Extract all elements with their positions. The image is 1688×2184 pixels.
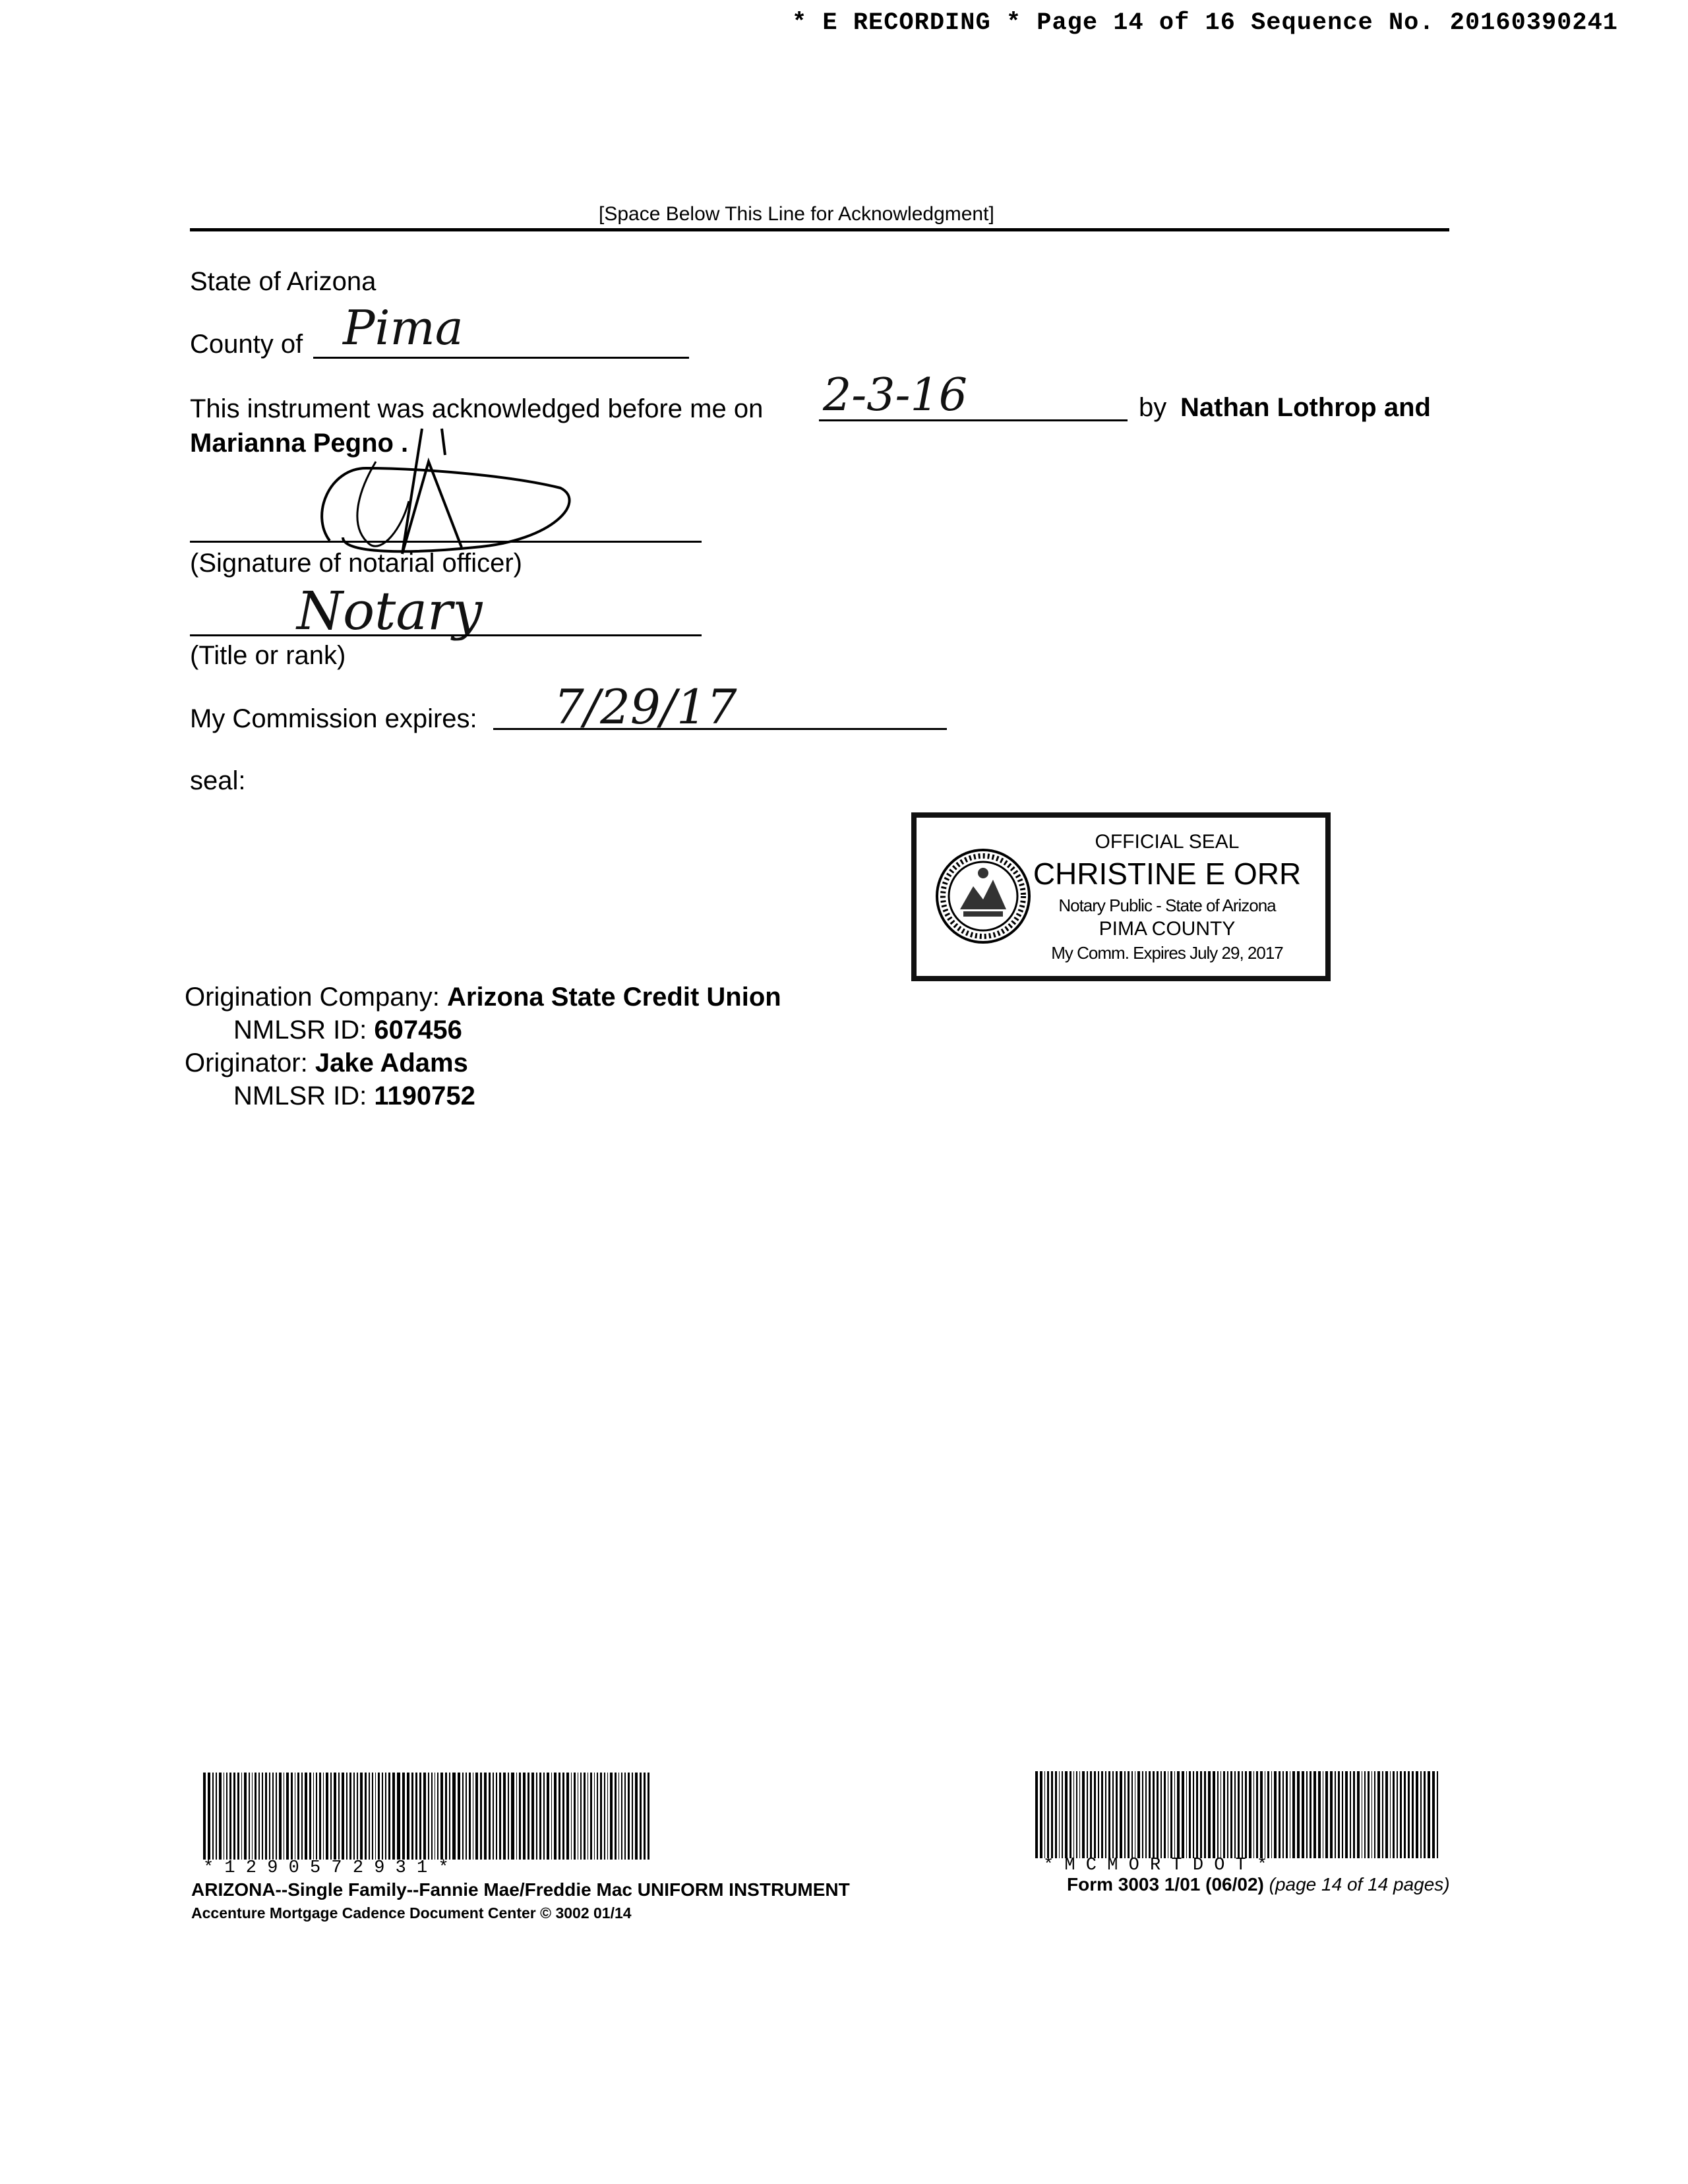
footer-instrument-line: ARIZONA--Single Family--Fannie Mae/Freddie Mac UNIFORM INSTRUMENT — [191, 1879, 850, 1900]
date-handwritten: 2-3-16 — [823, 369, 968, 421]
barcode-bar — [1128, 1771, 1130, 1858]
barcode-bar — [203, 1773, 206, 1860]
originator-label: Originator: — [185, 1048, 308, 1077]
barcode-bar — [1267, 1771, 1269, 1858]
barcode-bar — [286, 1773, 289, 1860]
originator-name: Jake Adams — [315, 1048, 468, 1077]
footer-form-line — [1067, 1874, 1450, 1895]
barcode-bar — [1350, 1771, 1351, 1858]
barcode-bar — [1335, 1771, 1336, 1858]
barcode-bar — [1357, 1771, 1359, 1858]
right-barcode-text: * M C M O R T D O T * — [1043, 1856, 1268, 1875]
barcode-bar — [445, 1773, 447, 1860]
barcode-bar — [480, 1773, 482, 1860]
barcode-bar — [1330, 1771, 1333, 1858]
barcode-bar — [428, 1773, 429, 1860]
originator-nmlsr-label: NMLSR ID: — [233, 1081, 367, 1110]
barcode-bar — [1256, 1771, 1258, 1858]
barcode-bar — [580, 1773, 582, 1860]
acknowledgment-caption: [Space Below This Line for Acknowledgment] — [599, 203, 994, 225]
notary-signature — [303, 415, 580, 561]
barcode-bar — [437, 1773, 438, 1860]
right-barcode-bars — [1035, 1771, 1440, 1858]
barcode-bar — [297, 1773, 299, 1860]
seal-name: CHRISTINE E ORR — [1033, 857, 1302, 891]
parties-line2: Marianna Pegno — [190, 429, 394, 458]
barcode-bar — [618, 1773, 619, 1860]
barcode-bar — [244, 1773, 247, 1860]
title-line — [190, 634, 702, 636]
barcode-bar — [1059, 1771, 1060, 1858]
barcode-bar — [1213, 1771, 1215, 1858]
barcode-bar — [1274, 1771, 1276, 1858]
barcode-bar — [600, 1773, 602, 1860]
barcode-bar — [357, 1773, 358, 1860]
barcode-bar — [590, 1773, 591, 1860]
barcode-bar — [1177, 1771, 1180, 1858]
barcode-bar — [1408, 1771, 1410, 1858]
parties-period: . — [401, 429, 409, 458]
barcode-bar — [1290, 1771, 1291, 1858]
barcode-bar — [615, 1773, 617, 1860]
barcode-bar — [1292, 1771, 1295, 1858]
barcode-bar — [610, 1773, 613, 1860]
barcode-bar — [1271, 1771, 1273, 1858]
barcode-bar — [219, 1773, 222, 1860]
seal-expires: My Comm. Expires July 29, 2017 — [1051, 943, 1283, 963]
barcode-bar — [272, 1773, 274, 1860]
barcode-bar — [452, 1773, 455, 1860]
origination-company-name: Arizona State Credit Union — [446, 983, 781, 1012]
barcode-bar — [1090, 1771, 1092, 1858]
barcode-bar — [523, 1773, 525, 1860]
parties-line1: Nathan Lothrop and — [1180, 393, 1431, 422]
barcode-bar — [1076, 1771, 1077, 1858]
barcode-bar — [628, 1773, 630, 1860]
state-seal-emblem — [934, 847, 1033, 946]
barcode-bar — [346, 1773, 347, 1860]
barcode-bar — [349, 1773, 351, 1860]
right-barcode — [1035, 1771, 1440, 1858]
barcode-bar — [1390, 1771, 1391, 1858]
barcode-bar — [566, 1773, 568, 1860]
barcode-bar — [1400, 1771, 1402, 1858]
barcode-bar — [635, 1773, 638, 1860]
seal-line3: Notary Public - State of Arizona — [1058, 895, 1276, 915]
barcode-bar — [1040, 1771, 1042, 1858]
acknowledgment-rule — [190, 228, 1449, 231]
barcode-bar — [1420, 1771, 1422, 1858]
barcode-bar — [621, 1773, 622, 1860]
barcode-bar — [279, 1773, 282, 1860]
barcode-bar — [365, 1773, 367, 1860]
barcode-bar — [1393, 1771, 1395, 1858]
barcode-bar — [604, 1773, 605, 1860]
barcode-bar — [648, 1773, 649, 1860]
barcode-bar — [1153, 1771, 1155, 1858]
barcode-bar — [1200, 1771, 1202, 1858]
barcode-bar — [1364, 1771, 1366, 1858]
barcode-bar — [462, 1773, 464, 1860]
county-label: County of — [190, 330, 303, 359]
recording-header: * E RECORDING * Page 14 of 16 Sequence No. 20160390241 — [792, 9, 1618, 37]
barcode-bar — [265, 1773, 267, 1860]
barcode-bar — [1282, 1771, 1284, 1858]
barcode-bar — [1145, 1771, 1146, 1858]
barcode-bar — [554, 1773, 557, 1860]
barcode-bar — [369, 1773, 370, 1860]
origination-company-nmlsr-row — [233, 1016, 462, 1045]
barcode-bar — [1297, 1771, 1299, 1858]
barcode-bar — [1404, 1771, 1406, 1858]
barcode-bar — [1238, 1771, 1240, 1858]
barcode-bar — [334, 1773, 336, 1860]
barcode-bar — [1397, 1771, 1398, 1858]
barcode-bar — [469, 1773, 470, 1860]
barcode-bar — [378, 1773, 380, 1860]
signature-label: (Signature of notarial officer) — [190, 549, 522, 578]
barcode-bar — [252, 1773, 253, 1860]
origination-company-label: Origination Company: — [185, 983, 440, 1012]
originator-row — [185, 1048, 468, 1078]
barcode-bar — [1306, 1771, 1308, 1858]
barcode-bar — [440, 1773, 442, 1860]
barcode-bar — [499, 1773, 501, 1860]
barcode-bar — [1345, 1771, 1347, 1858]
barcode-bar — [571, 1773, 572, 1860]
barcode-bar — [1374, 1771, 1376, 1858]
barcode-bar — [407, 1773, 409, 1860]
barcode-bar — [291, 1773, 293, 1860]
barcode-bar — [1279, 1771, 1281, 1858]
barcode-bar — [1245, 1771, 1247, 1858]
barcode-bar — [539, 1773, 541, 1860]
barcode-bar — [640, 1773, 642, 1860]
barcode-bar — [226, 1773, 227, 1860]
barcode-bar — [496, 1773, 497, 1860]
barcode-bar — [1260, 1771, 1262, 1858]
barcode-bar — [1416, 1771, 1418, 1858]
barcode-bar — [519, 1773, 521, 1860]
barcode-bar — [360, 1773, 362, 1860]
barcode-bar — [1338, 1771, 1340, 1858]
barcode-bar — [489, 1773, 491, 1860]
barcode-bar — [511, 1773, 514, 1860]
barcode-bar — [1223, 1771, 1225, 1858]
barcode-bar — [584, 1773, 586, 1860]
barcode-bar — [1082, 1771, 1085, 1858]
barcode-bar — [338, 1773, 340, 1860]
barcode-bar — [388, 1773, 390, 1860]
by-text: by — [1139, 393, 1167, 422]
barcode-bar — [1208, 1771, 1210, 1858]
barcode-bar — [508, 1773, 509, 1860]
footer-form-number: Form 3003 1/01 (06/02) — [1067, 1874, 1264, 1895]
left-barcode — [203, 1773, 651, 1860]
barcode-bar — [342, 1773, 344, 1860]
barcode-bar — [1142, 1771, 1144, 1858]
barcode-bar — [475, 1773, 478, 1860]
barcode-bar — [466, 1773, 467, 1860]
barcode-bar — [558, 1773, 560, 1860]
barcode-bar — [503, 1773, 506, 1860]
barcode-bar — [241, 1773, 242, 1860]
barcode-bar — [516, 1773, 517, 1860]
title-label: (Title or rank) — [190, 641, 346, 670]
originator-nmlsr-id: 1190752 — [374, 1081, 475, 1110]
barcode-bar — [1353, 1771, 1356, 1858]
barcode-bar — [1428, 1771, 1430, 1858]
barcode-bar — [543, 1773, 544, 1860]
barcode-bar — [1112, 1771, 1114, 1858]
county-handwritten: Pima — [343, 300, 464, 355]
barcode-bar — [1124, 1771, 1126, 1858]
barcode-bar — [269, 1773, 270, 1860]
barcode-bar — [536, 1773, 537, 1860]
barcode-bar — [531, 1773, 534, 1860]
barcode-bar — [1242, 1771, 1244, 1858]
barcode-bar — [208, 1773, 210, 1860]
barcode-bar — [397, 1773, 400, 1860]
barcode-bar — [1101, 1771, 1103, 1858]
barcode-bar — [419, 1773, 421, 1860]
barcode-bar — [1368, 1771, 1370, 1858]
barcode-bar — [1227, 1771, 1228, 1858]
barcode-bar — [1234, 1771, 1236, 1858]
barcode-bar — [1196, 1771, 1198, 1858]
barcode-bar — [1105, 1771, 1106, 1858]
barcode-bar — [258, 1773, 260, 1860]
barcode-bar — [249, 1773, 250, 1860]
barcode-bar — [1424, 1771, 1426, 1858]
commission-handwritten: 7/29/17 — [554, 679, 737, 735]
barcode-bar — [1230, 1771, 1232, 1858]
barcode-bar — [1204, 1771, 1207, 1858]
barcode-bar — [255, 1773, 256, 1860]
barcode-bar — [449, 1773, 450, 1860]
barcode-bar — [632, 1773, 633, 1860]
barcode-bar — [301, 1773, 303, 1860]
barcode-bar — [1286, 1771, 1288, 1858]
company-nmlsr-id: 607456 — [374, 1016, 462, 1045]
barcode-bar — [547, 1773, 549, 1860]
barcode-bar — [597, 1773, 598, 1860]
barcode-bar — [1070, 1771, 1071, 1858]
barcode-bar — [1116, 1771, 1118, 1858]
barcode-bar — [330, 1773, 332, 1860]
seal-line1: OFFICIAL SEAL — [1095, 831, 1240, 853]
barcode-bar — [1047, 1771, 1049, 1858]
barcode-bar — [1342, 1771, 1344, 1858]
barcode-bar — [1249, 1771, 1251, 1858]
barcode-bar — [319, 1773, 321, 1860]
barcode-bar — [1073, 1771, 1074, 1858]
barcode-bar — [1170, 1771, 1172, 1858]
barcode-bar — [644, 1773, 646, 1860]
barcode-bar — [574, 1773, 576, 1860]
barcode-bar — [431, 1773, 433, 1860]
barcode-bar — [415, 1773, 417, 1860]
barcode-bar — [375, 1773, 376, 1860]
barcode-bar — [385, 1773, 386, 1860]
barcode-bar — [624, 1773, 625, 1860]
barcode-bar — [1065, 1771, 1068, 1858]
barcode-bar — [1094, 1771, 1096, 1858]
barcode-bar — [1174, 1771, 1175, 1858]
barcode-bar — [229, 1773, 231, 1860]
barcode-bar — [1313, 1771, 1316, 1858]
barcode-bar — [305, 1773, 307, 1860]
barcode-bar — [1157, 1771, 1159, 1858]
barcode-bar — [353, 1773, 355, 1860]
barcode-bar — [551, 1773, 552, 1860]
barcode-bar — [1055, 1771, 1057, 1858]
barcode-bar — [528, 1773, 529, 1860]
barcode-bar — [216, 1773, 217, 1860]
barcode-bar — [1382, 1771, 1383, 1858]
barcode-bar — [323, 1773, 324, 1860]
left-barcode-text: * 1 2 9 0 5 7 2 9 3 1 * — [203, 1858, 449, 1878]
barcode-bar — [1385, 1771, 1387, 1858]
barcode-bar — [1412, 1771, 1414, 1858]
barcode-bar — [1051, 1771, 1053, 1858]
origination-company-row — [185, 983, 781, 1012]
barcode-bar — [1302, 1771, 1304, 1858]
barcode-bar — [1437, 1771, 1439, 1858]
barcode-bar — [1377, 1771, 1380, 1858]
barcode-bar — [594, 1773, 595, 1860]
barcode-bar — [1087, 1771, 1088, 1858]
barcode-bar — [1164, 1771, 1166, 1858]
barcode-bar — [1098, 1771, 1099, 1858]
signature-line — [190, 541, 702, 543]
barcode-bar — [484, 1773, 487, 1860]
barcode-bar — [458, 1773, 460, 1860]
barcode-bar — [1108, 1771, 1110, 1858]
barcode-bar — [402, 1773, 405, 1860]
barcode-bar — [309, 1773, 311, 1860]
barcode-bar — [1193, 1771, 1194, 1858]
barcode-bar — [411, 1773, 413, 1860]
footer-page-count: (page 14 of 14 pages) — [1269, 1874, 1450, 1895]
commission-label: My Commission expires: — [190, 704, 477, 733]
barcode-bar — [1079, 1771, 1080, 1858]
barcode-bar — [1318, 1771, 1321, 1858]
barcode-bar — [1131, 1771, 1133, 1858]
barcode-bar — [372, 1773, 373, 1860]
barcode-bar — [1149, 1771, 1151, 1858]
barcode-bar — [326, 1773, 328, 1860]
barcode-bar — [1137, 1771, 1139, 1858]
barcode-bar — [1160, 1771, 1162, 1858]
barcode-bar — [1189, 1771, 1191, 1858]
barcode-bar — [493, 1773, 495, 1860]
barcode-bar — [212, 1773, 213, 1860]
barcode-bar — [1182, 1771, 1184, 1858]
barcode-bar — [562, 1773, 564, 1860]
barcode-bar — [1432, 1771, 1435, 1858]
barcode-bar — [1035, 1771, 1038, 1858]
barcode-bar — [1217, 1771, 1219, 1858]
originator-nmlsr-row — [233, 1081, 475, 1111]
barcode-bar — [233, 1773, 235, 1860]
seal-label: seal: — [190, 766, 246, 795]
barcode-bar — [392, 1773, 395, 1860]
barcode-bar — [313, 1773, 314, 1860]
barcode-bar — [1186, 1771, 1187, 1858]
seal-county: PIMA COUNTY — [1099, 918, 1236, 940]
barcode-bar — [1310, 1771, 1311, 1858]
state-line: State of Arizona — [190, 267, 377, 296]
footer-document-center-line: Accenture Mortgage Cadence Document Center © 3002 01/14 — [191, 1904, 632, 1922]
barcode-bar — [607, 1773, 608, 1860]
barcode-bar — [423, 1773, 426, 1860]
left-barcode-bars — [203, 1773, 651, 1860]
instrument-text: This instrument was acknowledged before me on — [190, 394, 764, 423]
official-seal-stamp — [911, 812, 1331, 981]
barcode-bar — [1325, 1771, 1327, 1858]
barcode-bar — [1120, 1771, 1122, 1858]
barcode-bar — [1044, 1771, 1045, 1858]
county-line — [313, 357, 689, 359]
barcode-bar — [237, 1773, 239, 1860]
company-nmlsr-label: NMLSR ID: — [233, 1016, 367, 1045]
title-handwritten: Notary — [297, 580, 483, 642]
barcode-bar — [1253, 1771, 1254, 1858]
